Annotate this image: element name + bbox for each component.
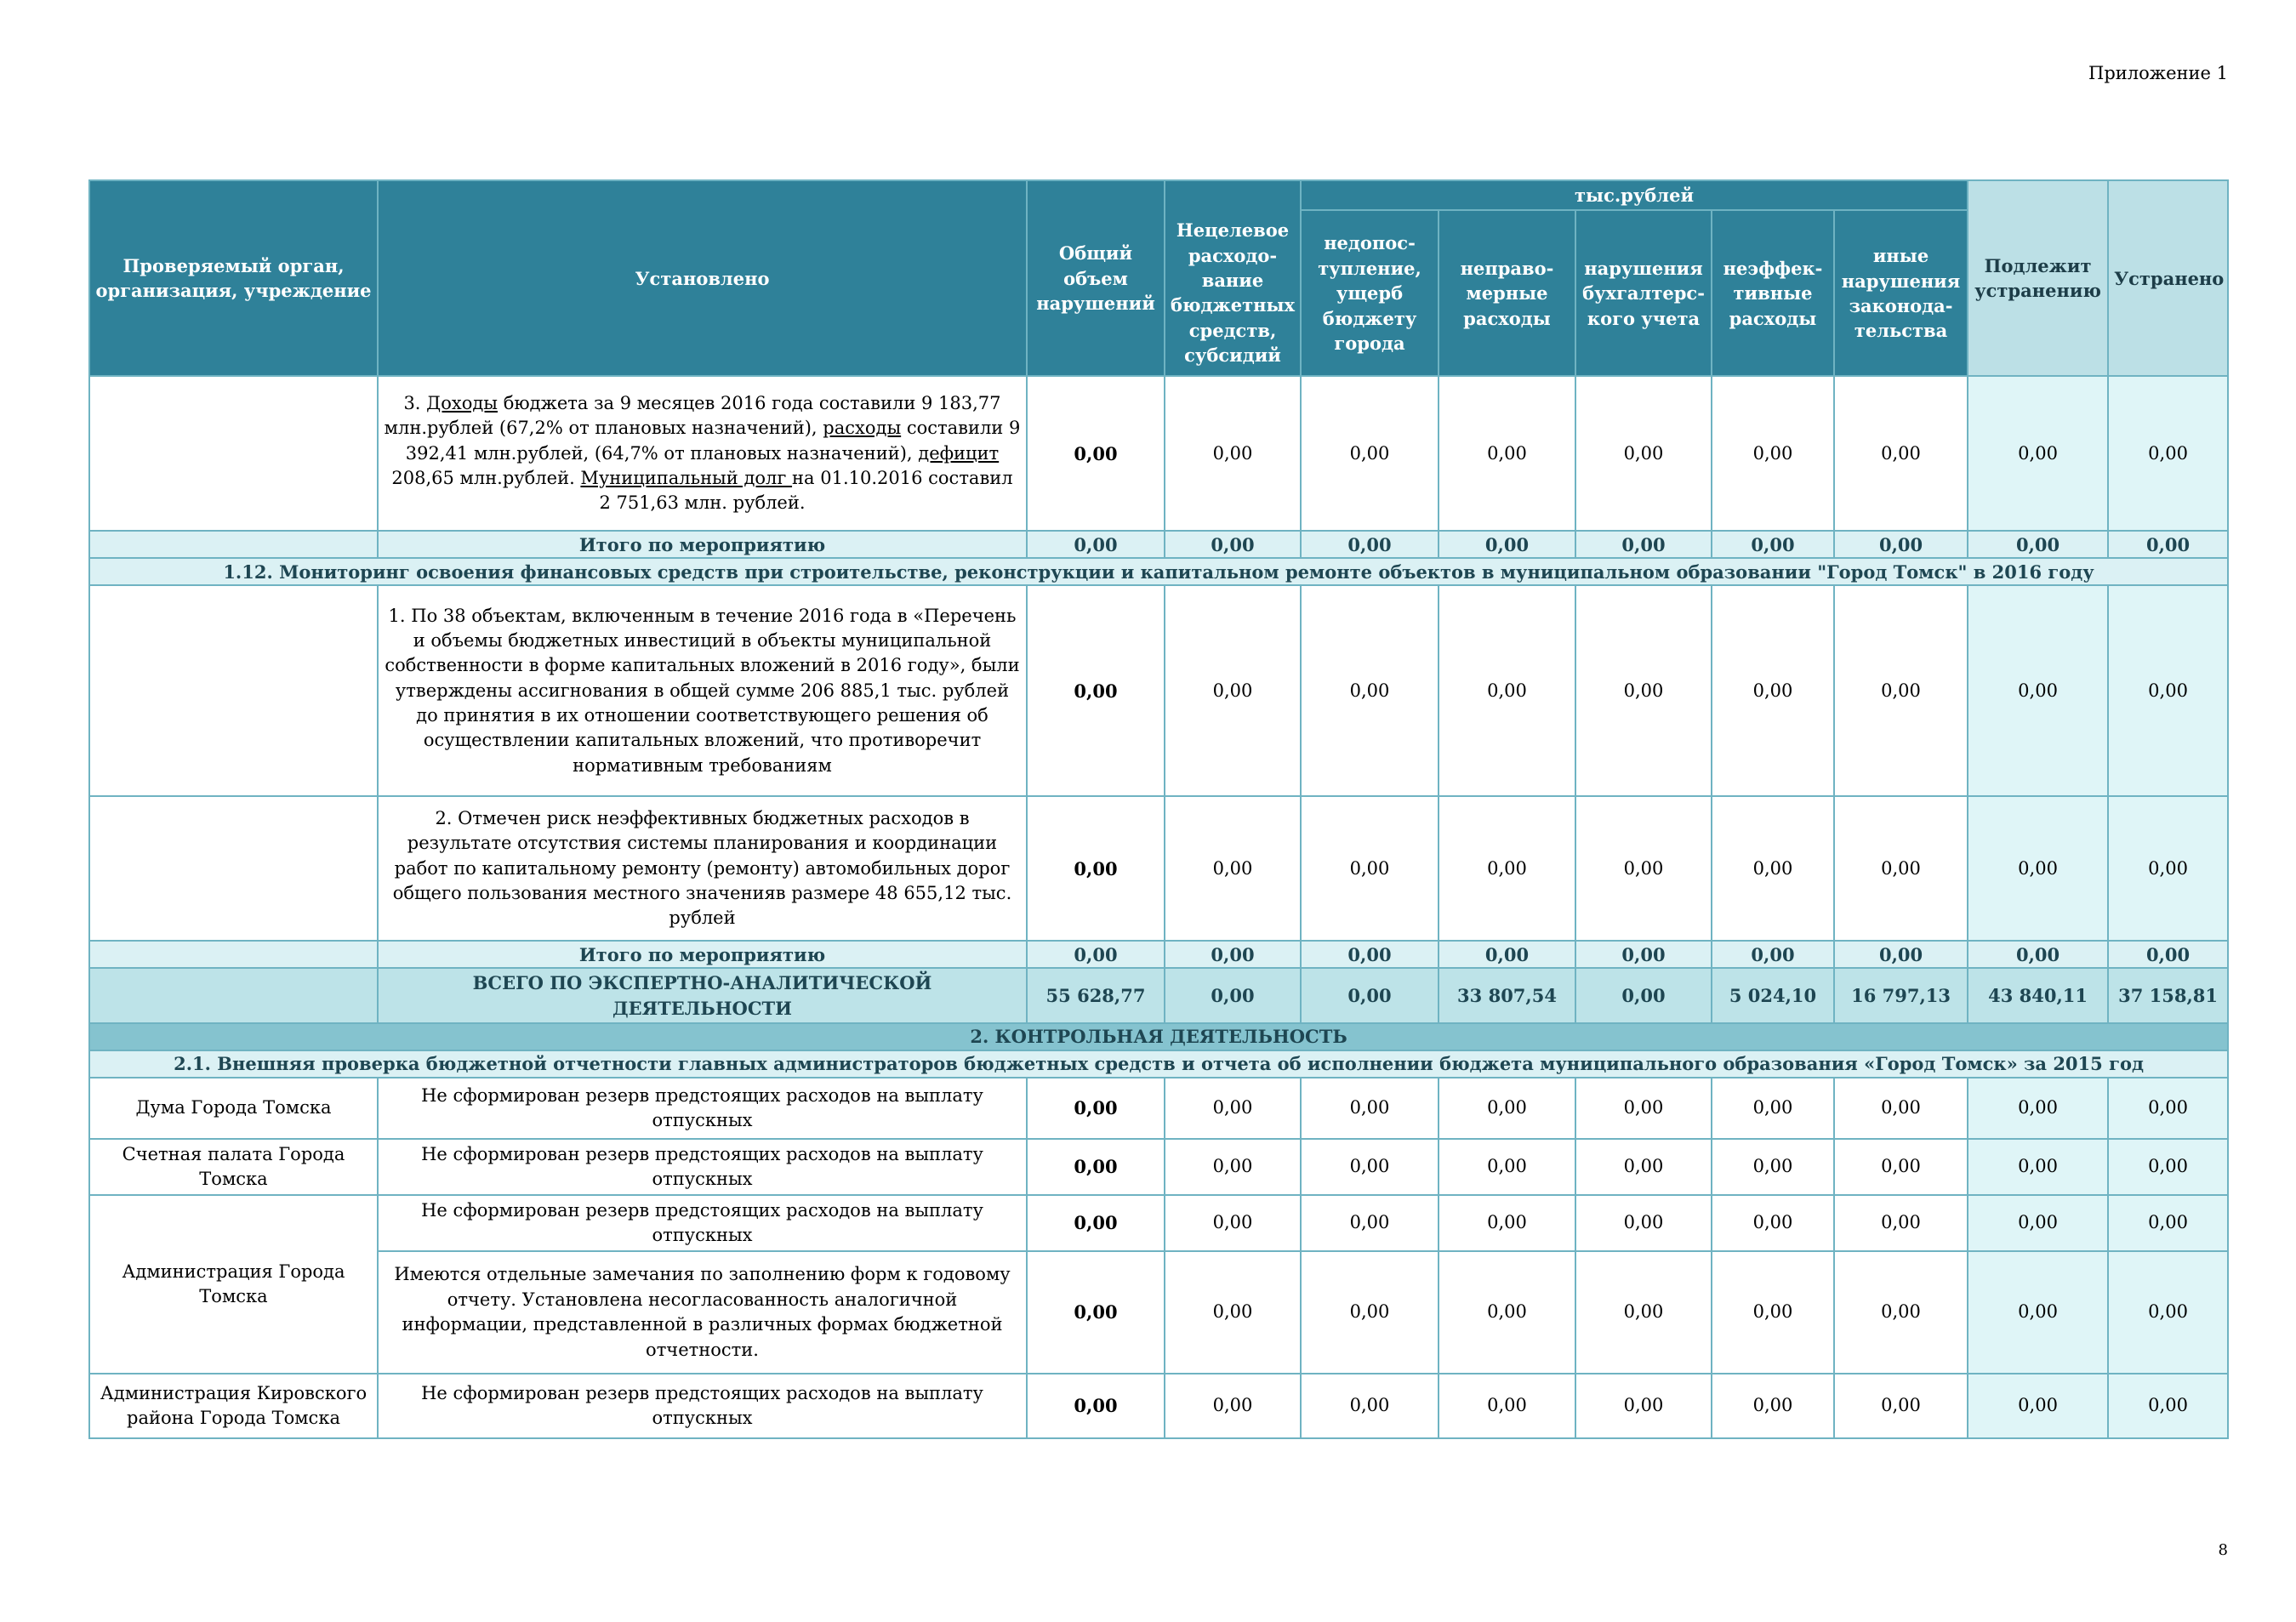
value-unlawful: 0,00 — [1439, 1139, 1575, 1195]
value-unlawful: 0,00 — [1439, 796, 1575, 941]
value-fixed: 0,00 — [2108, 585, 2228, 796]
value-fixed: 0,00 — [2108, 1078, 2228, 1139]
table-row — [89, 585, 2228, 796]
value-fixed: 0,00 — [2108, 1251, 2228, 1374]
finding-text: бюджета за 9 месяцев 2016 года составили 9 183,77 млн.рублей (67,2% от плановых назначений), — [384, 392, 1001, 439]
value-ineffective: 0,00 — [1712, 1195, 1834, 1251]
value-underreceipt: 0,00 — [1301, 941, 1439, 968]
value-fixed: 0,00 — [2108, 1374, 2228, 1438]
value-accounting: 0,00 — [1575, 1374, 1712, 1438]
org-cell — [89, 796, 378, 941]
org-cell — [89, 968, 378, 1023]
value-fixed: 37 158,81 — [2108, 968, 2228, 1023]
org-cell — [89, 941, 378, 968]
org-cell — [89, 531, 378, 558]
value-accounting: 0,00 — [1575, 376, 1712, 531]
value-fixed: 0,00 — [2108, 1139, 2228, 1195]
value-underreceipt: 0,00 — [1301, 1139, 1439, 1195]
value-misuse: 0,00 — [1165, 796, 1301, 941]
finding-cell: 2. Отмечен риск неэффективных бюджетных расходов в результате отсутствия системы планирования и координации работ по капитальному ремонту (ремонту) автомобильных дорог общего пользования местного значенияв размере 48 655,12 тыс. рублей — [378, 796, 1027, 941]
value-to-fix: 0,00 — [1968, 1139, 2108, 1195]
finding-text: 208,65 млн.рублей. — [391, 468, 581, 489]
section-row — [89, 1050, 2228, 1078]
page-number: 8 — [2218, 1541, 2228, 1559]
value-misuse: 0,00 — [1165, 376, 1301, 531]
finding-text: на 01.10.2016 составил 2 751,63 млн. рублей. — [599, 468, 1013, 514]
value-accounting: 0,00 — [1575, 1251, 1712, 1374]
value-underreceipt: 0,00 — [1301, 585, 1439, 796]
value-other: 0,00 — [1834, 1078, 1968, 1139]
org-cell: Администрация Кировского района Города Томска — [89, 1374, 378, 1438]
grand-total-label: ВСЕГО ПО ЭКСПЕРТНО-АНАЛИТИЧЕСКОЙ ДЕЯТЕЛЬНОСТИ — [378, 968, 1027, 1023]
value-underreceipt: 0,00 — [1301, 1251, 1439, 1374]
value-underreceipt: 0,00 — [1301, 796, 1439, 941]
value-fixed: 0,00 — [2108, 796, 2228, 941]
subtotal-row — [89, 531, 2228, 558]
value-to-fix: 0,00 — [1968, 585, 2108, 796]
value-to-fix: 0,00 — [1968, 1195, 2108, 1251]
value-misuse: 0,00 — [1165, 531, 1301, 558]
section-row — [89, 558, 2228, 585]
value-to-fix: 43 840,11 — [1968, 968, 2108, 1023]
grand-total-row — [89, 968, 2228, 1023]
value-other: 0,00 — [1834, 531, 1968, 558]
table-row — [89, 1139, 2228, 1195]
org-cell — [89, 585, 378, 796]
value-other: 0,00 — [1834, 796, 1968, 941]
finding-text-underlined: Муниципальный долг — [580, 468, 793, 489]
value-total: 0,00 — [1027, 1374, 1165, 1438]
value-unlawful: 33 807,54 — [1439, 968, 1575, 1023]
subtotal-label: Итого по мероприятию — [378, 531, 1027, 558]
finding-text-underlined: расходы — [823, 418, 902, 439]
finding-text-underlined: дефицит — [918, 442, 1000, 464]
value-other: 16 797,13 — [1834, 968, 1968, 1023]
value-total: 0,00 — [1027, 796, 1165, 941]
value-accounting: 0,00 — [1575, 941, 1712, 968]
finding-cell: Имеются отдельные замечания по заполнению форм к годовому отчету. Установлена несогласованность аналогичной информации, представленной в различных формах бюджетной отчетности. — [378, 1251, 1027, 1374]
value-unlawful: 0,00 — [1439, 1251, 1575, 1374]
value-ineffective: 5 024,10 — [1712, 968, 1834, 1023]
value-accounting: 0,00 — [1575, 968, 1712, 1023]
value-ineffective: 0,00 — [1712, 1251, 1834, 1374]
chapter-title: 2. КОНТРОЛЬНАЯ ДЕЯТЕЛЬНОСТЬ — [89, 1023, 2228, 1050]
value-to-fix: 0,00 — [1968, 1078, 2108, 1139]
value-accounting: 0,00 — [1575, 796, 1712, 941]
section-title: 1.12. Мониторинг освоения финансовых средств при строительстве, реконструкции и капитальном ремонте объектов в муниципальном образовании "Город Томск" в 2016 году — [89, 558, 2228, 585]
value-accounting: 0,00 — [1575, 531, 1712, 558]
finding-text: составили 9 392,41 млн.рублей, (64,7% от плановых назначений), — [405, 418, 1021, 464]
value-misuse: 0,00 — [1165, 1195, 1301, 1251]
value-underreceipt: 0,00 — [1301, 968, 1439, 1023]
table-row — [89, 796, 2228, 941]
col-header-to-fix: Подлежит устранению — [1968, 180, 2108, 376]
value-to-fix: 0,00 — [1968, 531, 2108, 558]
value-other: 0,00 — [1834, 585, 1968, 796]
value-ineffective: 0,00 — [1712, 376, 1834, 531]
value-fixed: 0,00 — [2108, 376, 2228, 531]
col-header-ineffective: неэффек-тивные расходы — [1712, 210, 1834, 376]
value-accounting: 0,00 — [1575, 1139, 1712, 1195]
col-header-underreceipt: недопос-тупление, ущерб бюджету города — [1301, 210, 1439, 376]
org-cell: Администрация Города Томска — [89, 1195, 378, 1374]
table-row — [89, 376, 2228, 531]
value-ineffective: 0,00 — [1712, 1139, 1834, 1195]
org-cell: Дума Города Томска — [89, 1078, 378, 1139]
finding-cell: 1. По 38 объектам, включенным в течение 2016 года в «Перечень и объемы бюджетных инвестиций в объекты муниципальной собственности в форме капитальных вложений в 2016 году», были утверждены ассигнования в общей сумме 206 885,1 тыс. рублей до принятия в их отношении соответствующего решения об осуществлении капитальных вложений, что противоречит нормативным требованиям — [378, 585, 1027, 796]
finding-text: 3. — [403, 392, 427, 413]
value-unlawful: 0,00 — [1439, 1078, 1575, 1139]
value-ineffective: 0,00 — [1712, 1078, 1834, 1139]
value-to-fix: 0,00 — [1968, 796, 2108, 941]
col-header-established: Установлено — [378, 180, 1027, 376]
value-other: 0,00 — [1834, 1374, 1968, 1438]
value-total: 0,00 — [1027, 376, 1165, 531]
value-other: 0,00 — [1834, 1251, 1968, 1374]
subtotal-label: Итого по мероприятию — [378, 941, 1027, 968]
value-underreceipt: 0,00 — [1301, 531, 1439, 558]
value-other: 0,00 — [1834, 376, 1968, 531]
value-accounting: 0,00 — [1575, 585, 1712, 796]
value-ineffective: 0,00 — [1712, 1374, 1834, 1438]
value-ineffective: 0,00 — [1712, 941, 1834, 968]
value-unlawful: 0,00 — [1439, 1374, 1575, 1438]
col-header-unlawful: неправо-мерные расходы — [1439, 210, 1575, 376]
table-header — [89, 180, 2228, 376]
table-row — [89, 1251, 2228, 1374]
finding-cell: Не сформирован резерв предстоящих расходов на выплату отпускных — [378, 1195, 1027, 1251]
col-header-total: Общий объем нарушений — [1027, 180, 1165, 376]
subtotal-row — [89, 941, 2228, 968]
value-fixed: 0,00 — [2108, 531, 2228, 558]
value-other: 0,00 — [1834, 941, 1968, 968]
value-misuse: 0,00 — [1165, 585, 1301, 796]
value-misuse: 0,00 — [1165, 941, 1301, 968]
value-misuse: 0,00 — [1165, 1139, 1301, 1195]
value-misuse: 0,00 — [1165, 1374, 1301, 1438]
finding-cell — [378, 376, 1027, 531]
value-unlawful: 0,00 — [1439, 531, 1575, 558]
finding-cell: Не сформирован резерв предстоящих расходов на выплату отпускных — [378, 1139, 1027, 1195]
value-unlawful: 0,00 — [1439, 376, 1575, 531]
chapter-row — [89, 1023, 2228, 1050]
violations-table — [88, 179, 2229, 1439]
value-total: 0,00 — [1027, 531, 1165, 558]
section-title: 2.1. Внешняя проверка бюджетной отчетности главных администраторов бюджетных средств и отчета об исполнении бюджета муниципального образования «Город Томск» за 2015 год — [89, 1050, 2228, 1078]
value-other: 0,00 — [1834, 1139, 1968, 1195]
value-to-fix: 0,00 — [1968, 941, 2108, 968]
col-header-other: иные нарушения законода-тельства — [1834, 210, 1968, 376]
value-to-fix: 0,00 — [1968, 1374, 2108, 1438]
col-header-accounting: нарушения бухгалтерс-кого учета — [1575, 210, 1712, 376]
value-unlawful: 0,00 — [1439, 941, 1575, 968]
col-header-blank — [1165, 180, 1301, 210]
finding-cell: Не сформирован резерв предстоящих расходов на выплату отпускных — [378, 1078, 1027, 1139]
value-total: 55 628,77 — [1027, 968, 1165, 1023]
value-total: 0,00 — [1027, 1195, 1165, 1251]
table-row — [89, 1078, 2228, 1139]
value-to-fix: 0,00 — [1968, 1251, 2108, 1374]
value-fixed: 0,00 — [2108, 1195, 2228, 1251]
table-row — [89, 1195, 2228, 1251]
value-to-fix: 0,00 — [1968, 376, 2108, 531]
table-row — [89, 1374, 2228, 1438]
value-total: 0,00 — [1027, 585, 1165, 796]
appendix-label: Приложение 1 — [2088, 63, 2228, 83]
value-accounting: 0,00 — [1575, 1195, 1712, 1251]
finding-text-underlined: Доходы — [426, 392, 499, 413]
col-header-fixed: Устранено — [2108, 180, 2228, 376]
value-unlawful: 0,00 — [1439, 585, 1575, 796]
value-underreceipt: 0,00 — [1301, 1374, 1439, 1438]
value-underreceipt: 0,00 — [1301, 376, 1439, 531]
col-header-unit: тыс.рублей — [1301, 180, 1968, 210]
value-accounting: 0,00 — [1575, 1078, 1712, 1139]
org-cell: Счетная палата Города Томска — [89, 1139, 378, 1195]
value-fixed: 0,00 — [2108, 941, 2228, 968]
col-header-misuse: Нецелевое расходо-вание бюджетных средств, субсидий — [1165, 210, 1301, 376]
col-header-org: Проверяемый орган, организация, учреждение — [89, 180, 378, 376]
value-total: 0,00 — [1027, 1078, 1165, 1139]
value-ineffective: 0,00 — [1712, 585, 1834, 796]
value-unlawful: 0,00 — [1439, 1195, 1575, 1251]
value-underreceipt: 0,00 — [1301, 1078, 1439, 1139]
value-total: 0,00 — [1027, 1139, 1165, 1195]
value-misuse: 0,00 — [1165, 1078, 1301, 1139]
value-underreceipt: 0,00 — [1301, 1195, 1439, 1251]
value-misuse: 0,00 — [1165, 968, 1301, 1023]
org-cell — [89, 376, 378, 531]
value-total: 0,00 — [1027, 941, 1165, 968]
value-ineffective: 0,00 — [1712, 531, 1834, 558]
value-other: 0,00 — [1834, 1195, 1968, 1251]
value-total: 0,00 — [1027, 1251, 1165, 1374]
finding-cell: Не сформирован резерв предстоящих расходов на выплату отпускных — [378, 1374, 1027, 1438]
value-misuse: 0,00 — [1165, 1251, 1301, 1374]
value-ineffective: 0,00 — [1712, 796, 1834, 941]
